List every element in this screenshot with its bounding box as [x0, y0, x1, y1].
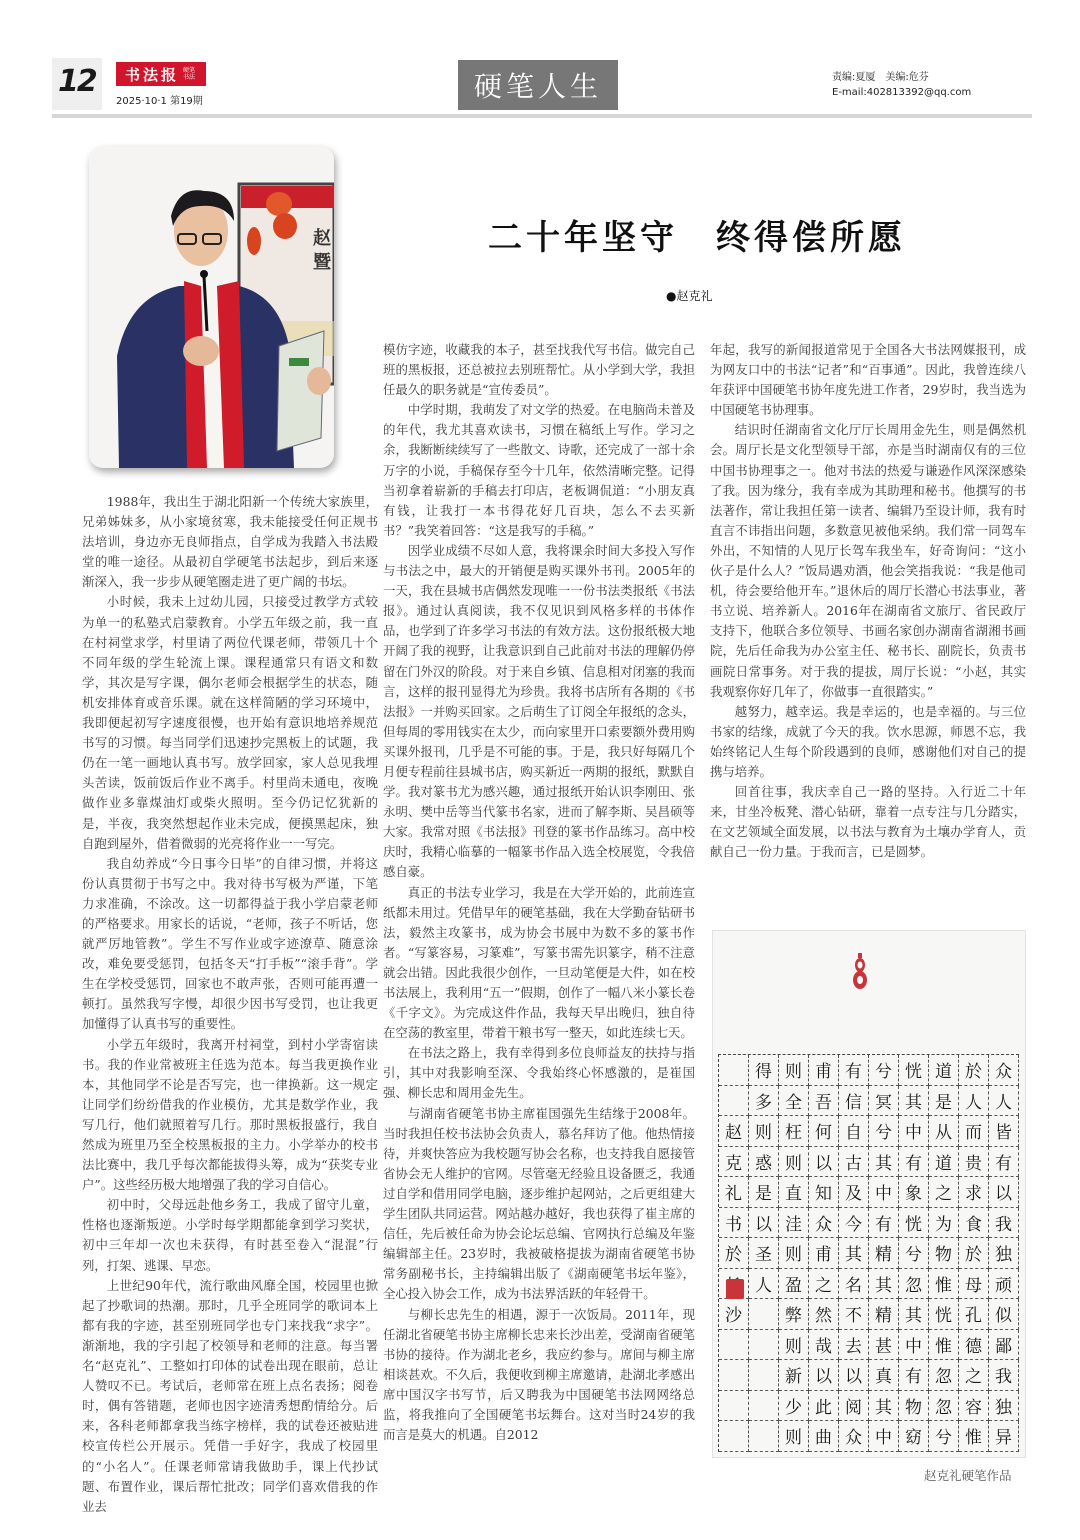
article-paragraph: 年起，我写的新闻报道常见于全国各大书法网媒报刊，成为网友口中的书法“记者”和“百事通”。因此，我曾连续八年获评中国硬笔书协年度先进工作者，29岁时，我当选为中国硬笔书协理事。 — [710, 342, 1026, 418]
calligraphy-cell: 其 — [869, 1147, 899, 1178]
article-paragraph: 与柳长忠先生的相遇，源于一次饭局。2011年，现任湖北省硬笔书协主席柳长忠来长沙出差，受湖南省硬笔书协的接待。作为湖北老乡，我应约参与。席间与柳主席相谈甚欢。不久后，我便收到柳主席邀请，赴湖北孝感出席中国汉字书写节，后又聘我为中国硬笔书法网网络总监，将我推向了全国硬笔书坛舞台。这对当时24岁的我而言是莫大的机遇。自2012 — [383, 1306, 695, 1443]
logo-subtext: 硬笔书法 — [183, 67, 196, 81]
calligraphy-cell: 有 — [899, 1360, 929, 1391]
calligraphy-cell: 古 — [839, 1147, 869, 1178]
calligraphy-cell: 独 — [989, 1391, 1019, 1422]
calligraphy-cell: 冥 — [869, 1086, 899, 1117]
calligraphy-cell: 皆 — [989, 1116, 1019, 1147]
calligraphy-cell: 食 — [959, 1208, 989, 1239]
calligraphy-cell: 以 — [809, 1360, 839, 1391]
calligraphy-cell: 书 — [719, 1208, 749, 1239]
calligraphy-cell — [719, 1086, 749, 1117]
calligraphy-cell: 惟 — [929, 1269, 959, 1300]
calligraphy-cell — [719, 1421, 749, 1452]
article-paragraph: 回首往事，我庆幸自己一路的坚持。入行近二十年来，甘坐冷板凳、潜心钻研，靠着一点专注与几分踏实，在文艺领域全面发展，以书法与教育为土壤办学育人，贡献自己一份力量。于我而言，已是圆梦。 — [710, 784, 1026, 860]
calligraphy-cell: 此 — [809, 1391, 839, 1422]
calligraphy-cell: 是 — [749, 1177, 779, 1208]
calligraphy-cell: 吾 — [809, 1086, 839, 1117]
editors-line: 责编:夏厦 美编:危芬 — [832, 72, 929, 83]
calligraphy-cell: 为 — [929, 1208, 959, 1239]
calligraphy-cell: 母 — [959, 1269, 989, 1300]
calligraphy-cell: 容 — [959, 1391, 989, 1422]
page-number-box — [52, 58, 102, 110]
calligraphy-cell: 有 — [989, 1147, 1019, 1178]
email-line: E-mail:402813392@qq.com — [832, 87, 972, 98]
calligraphy-cell: 兮 — [899, 1238, 929, 1269]
calligraphy-cell: 及 — [839, 1177, 869, 1208]
calligraphy-cell — [749, 1421, 779, 1452]
calligraphy-cell: 恍 — [899, 1208, 929, 1239]
calligraphy-cell: 盈 — [779, 1269, 809, 1300]
calligraphy-cell: 我 — [989, 1208, 1019, 1239]
calligraphy-cell: 信 — [839, 1086, 869, 1117]
calligraphy-cell: 而 — [959, 1116, 989, 1147]
calligraphy-cell — [749, 1299, 779, 1330]
calligraphy-cell: 物 — [899, 1391, 929, 1422]
calligraphy-cell: 名 — [839, 1269, 869, 1300]
calligraphy-cell: 中 — [899, 1116, 929, 1147]
calligraphy-cell: 从 — [929, 1116, 959, 1147]
calligraphy-cell: 人 — [989, 1086, 1019, 1117]
article-paragraph: 因学业成绩不尽如人意，我将课余时间大多投入写作与书法之中，最大的开销便是购买课外书刊。2005年的一天，我在县城书店偶然发现唯一一份书法类报纸《书法报》。通过认真阅读，我不仅见识到风格多样的书体作品，也学到了许多学习书法的有效方法。这份报纸极大地开阔了我的视野，让我意识到自己此前对书法的理解仍停留在门外汉的阶段。对于来自乡镇、信息相对闭塞的我而言，这样的报刊显得尤为珍贵。我将书店所有各期的《书法报》一并购买回家。之后萌生了订阅全年报纸的念头，但每周的零用钱实在太少，而向家里开口索要额外费用购买课外报刊，几乎是不可能的事。于是，我只好每隔几个月便专程前往县城书店，购买新近一两期的报纸，默默自学。我对篆书尤为感兴趣，通过报纸开始认识李刚田、张永明、樊中岳等当代篆书名家，进而了解李斯、吴昌硕等大家。我常对照《书法报》刊登的篆书作品练习。高中校庆时，我精心临摹的一幅篆书作品入选全校展览，令我倍感自豪。 — [383, 542, 695, 880]
calligraphy-cell: 不 — [839, 1299, 869, 1330]
article-paragraph: 1988年，我出生于湖北阳新一个传统大家族里，兄弟姊妹多，从小家境贫寒，我未能接受任何正规书法培训，身边亦无良师指点，自学成为我踏入书法殿堂的唯一途径。从最初自学硬笔书法起步，到后来逐渐深入，我一步步从硬笔圈走进了更广阔的书坛。 — [82, 494, 378, 590]
calligraphy-cell: 兮 — [929, 1421, 959, 1452]
calligraphy-cell: 惑 — [749, 1147, 779, 1178]
calligraphy-cell: 克 — [719, 1147, 749, 1178]
calligraphy-cell: 以 — [749, 1208, 779, 1239]
article-paragraph: 小学五年级时，我离开村祠堂，到村小学寄宿读书。我的作业常被班主任选为范本。每当我更换作业本，其他同学不论是否写完，也一律换新。这一规定让同学们纷纷借我的作业模仿，尤其是数学作业，我写几行，他们就照着写几行。那时黑板报盛行，我自然成为班里乃至全校黑板报的主力。小学举办的校书法比赛中，我几乎每次都能拔得头筹，成为“获奖专业户”。这些经历极大地增强了我的学习自信心。 — [82, 1036, 378, 1193]
calligraphy-cell — [719, 1330, 749, 1361]
calligraphy-cell: 窈 — [899, 1421, 929, 1452]
calligraphy-cell: 贵 — [959, 1147, 989, 1178]
issue-date: 2025·10·1 第19期 — [116, 96, 203, 107]
calligraphy-cell: 众 — [809, 1208, 839, 1239]
calligraphy-cell: 去 — [839, 1330, 869, 1361]
calligraphy-cell: 忽 — [899, 1269, 929, 1300]
calligraphy-cell: 其 — [899, 1299, 929, 1330]
calligraphy-cell: 真 — [869, 1360, 899, 1391]
calligraphy-cell: 哉 — [809, 1330, 839, 1361]
calligraphy-cell: 於 — [959, 1238, 989, 1269]
calligraphy-cell: 自 — [839, 1116, 869, 1147]
article-paragraph: 越努力，越幸运。我是幸运的，也是幸福的。与三位书家的结缘，成就了今天的我。饮水思源，师恩不忘，我始终铭记人生每个阶段遇到的良师，感谢他们对自己的提携与培养。 — [710, 703, 1026, 779]
calligraphy-cell: 求 — [959, 1177, 989, 1208]
calligraphy-cell — [749, 1330, 779, 1361]
calligraphy-cell: 德 — [959, 1330, 989, 1361]
calligraphy-cell: 何 — [809, 1116, 839, 1147]
calligraphy-cell: 人 — [749, 1269, 779, 1300]
calligraphy-cell: 异 — [989, 1421, 1019, 1452]
calligraphy-cell: 我 — [989, 1360, 1019, 1391]
calligraphy-cell: 全 — [779, 1086, 809, 1117]
calligraphy-cell: 少 — [779, 1391, 809, 1422]
article-paragraph: 上世纪90年代，流行歌曲风靡全国，校园里也掀起了抄歌词的热潮。那时，几乎全班同学的歌词本上都有我的字迹，甚至别班同学也专门来找我“求字”。渐渐地，我的字引起了校领导和老师的注意。每当署名“赵克礼”、工整如打印体的试卷出现在眼前，总让人赞叹不已。考试后，老师常在班上点名表扬；阅卷时，偶有答错题，老师也因字迹清秀想酌情给分。后来，各科老师都拿我当练字榜样，我的试卷还被贴进校宣传栏公开展示。凭借一手好字，我成了校园里的“小名人”。任课老师常请我做助手，课上代抄试题、布置作业，课后帮忙批改；同学们喜欢借我的作业去 — [82, 1277, 378, 1514]
calligraphy-cell: 则 — [749, 1116, 779, 1147]
calligraphy-cell: 以 — [989, 1177, 1019, 1208]
calligraphy-cell: 惟 — [929, 1330, 959, 1361]
article-paragraph: 中学时期，我萌发了对文学的热爱。在电脑尚未普及的年代，我尤其喜欢读书，习惯在稿纸上写作。学习之余，我断断续续写了一些散文、诗歌，还完成了一部十余万字的小说，手稿保存至今十几年，依然清晰完整。记得当初拿着崭新的手稿去打印店，老板调侃道：“小朋友真有钱，让我打一本书得花好几百块，怎么不去买新书？”我笑着回答：“这是我写的手稿。” — [383, 402, 695, 538]
calligraphy-cell: 直 — [779, 1177, 809, 1208]
article-paragraph: 真正的书法专业学习，我是在大学开始的，此前连宣纸都未用过。凭借早年的硬笔基础，我在大学勤奋钻研书法，毅然主攻篆书，成为协会书展中为数不多的篆书作者。“写篆容易，习篆难”，写篆书需先识篆字，稍不注意就会出错。因此我很少创作，一旦动笔便是大件，如在校书法展上，我利用“五一”假期，创作了一幅八米小篆长卷《千字文》。为完成这件作品，我每天早出晚归，独自待在空荡的教室里，带着干粮书写一整天，如此连续七天。 — [383, 884, 695, 1041]
page-header — [52, 58, 1032, 114]
calligraphy-cell: 忽 — [929, 1360, 959, 1391]
calligraphy-cell: 众 — [989, 1055, 1019, 1086]
calligraphy-cell: 恍 — [899, 1055, 929, 1086]
calligraphy-cell: 有 — [839, 1055, 869, 1086]
article-paragraph: 我自幼养成“今日事今日毕”的自律习惯，并将这份认真贯彻于书写之中。我对待书写极为严谨，下笔力求准确，不涂改。这一切都得益于我小学启蒙老师的严格要求。用家长的话说，“老师，孩子不听话，您就严厉地管教”。学生不写作业或字迹潦草、随意涂改，难免要受惩罚，包括冬天“打手板”“滚手背”。学生在学校受惩罚，回家也不敢声张，否则可能再遭一顿打。虽然我写字慢，却很少因书写受罚，也让我更加懂得了认真书写的重要性。 — [82, 855, 378, 1032]
article-column-3 — [710, 340, 1026, 862]
calligraphy-cell — [719, 1391, 749, 1422]
article-title: 二十年坚守 终得偿所愿 — [488, 218, 906, 258]
article-byline: ●赵克礼 — [666, 289, 713, 303]
calligraphy-cell: 中 — [869, 1421, 899, 1452]
calligraphy-cell: 其 — [869, 1269, 899, 1300]
calligraphy-cell: 之 — [809, 1269, 839, 1300]
banner-text-2: 暨 — [313, 252, 331, 273]
author-photo — [89, 146, 334, 468]
article-paragraph: 初中时，父母远赴他乡务工，我成了留守儿童，性格也逐渐叛逆。小学时每学期都能拿到学习奖状，初中三年却一次也未获得，有时甚至卷入“混混”行列，打架、逃课、早恋。 — [82, 1197, 378, 1273]
article-column-1 — [82, 492, 378, 1517]
calligraphy-cell: 枉 — [779, 1116, 809, 1147]
calligraphy-cell: 甫 — [809, 1238, 839, 1269]
calligraphy-cell: 甚 — [869, 1330, 899, 1361]
calligraphy-cell: 有 — [869, 1208, 899, 1239]
calligraphy-cell: 象 — [899, 1177, 929, 1208]
section-title: 硬笔人生 — [458, 60, 618, 110]
calligraphy-cell: 兮 — [869, 1055, 899, 1086]
calligraphy-cell: 则 — [779, 1421, 809, 1452]
calligraphy-cell: 阅 — [839, 1391, 869, 1422]
calligraphy-cell — [749, 1360, 779, 1391]
calligraphy-cell: 精 — [869, 1238, 899, 1269]
calligraphy-cell: 洼 — [779, 1208, 809, 1239]
calligraphy-cell: 恍 — [929, 1299, 959, 1330]
gourd-seal-icon — [853, 953, 867, 989]
calligraphy-grid — [718, 1054, 1019, 1452]
page-number: 12 — [58, 64, 96, 99]
portrait-illustration — [89, 146, 334, 468]
calligraphy-cell: 以 — [809, 1147, 839, 1178]
calligraphy-cell: 多 — [749, 1086, 779, 1117]
calligraphy-cell: 赵 — [719, 1116, 749, 1147]
calligraphy-cell: 中 — [869, 1177, 899, 1208]
calligraphy-cell: 弊 — [779, 1299, 809, 1330]
calligraphy-cell: 人 — [959, 1086, 989, 1117]
calligraphy-cell: 道 — [929, 1147, 959, 1178]
calligraphy-cell: 新 — [779, 1360, 809, 1391]
newspaper-logo — [116, 62, 206, 86]
calligraphy-cell: 道 — [929, 1055, 959, 1086]
article-paragraph: 小时候，我未上过幼儿园，只接受过教学方式较为单一的私塾式启蒙教育。小学五年级之前，我一直在村祠堂求学，村里请了两位代课老师，带领几十个不同年级的学生轮流上课。课程通常只有语文和数学，其次是写字课，偶尔老师会根据学生的状态，随机安排体育或音乐课。就在这样简陋的学习环境中，我即便起初写字速度很慢，也开始有意识地培养规范书写的习惯。每当同学们迅速抄完黑板上的试题，我仍在一笔一画地认真书写。放学回家，家人总见我埋头苦读，饭前饭后作业不离手。村里尚未通电，夜晚做作业多靠煤油灯或柴火照明。至今仍记忆犹新的是，半夜，我突然想起作业未完成，便摸黑起床，独自跑到屋外，借着微弱的光亮将作业一一写完。 — [82, 594, 378, 851]
calligraphy-cell: 顽 — [989, 1269, 1019, 1300]
calligraphy-cell: 忽 — [929, 1391, 959, 1422]
calligraphy-cell: 然 — [809, 1299, 839, 1330]
article-paragraph: 结识时任湖南省文化厅厅长周用金先生，则是偶然机会。周厅长是文化型领导干部，亦是当时湖南仅有的三位中国书协理事之一。他对书法的热爱与谦逊作风深深感染了我。因为缘分，我有幸成为其助理和秘书。他撰写的书法著作，常让我担任第一读者、编辑乃至设计师，我有时直言不讳指出问题，多数意见被他采纳。我们常一同驾车外出，不知情的人见厅长驾车我坐车，好奇询问：“这小伙子是什么人？”饭局遇劝酒，他会笑指我说：“我是他司机，待会要给他开车。”退休后的周厅长潜心书法事业，著书立说、培养新人。2016年在湖南省文旅厅、省民政厅支持下，他联合多位领导、书画名家创办湖南省湖湘书画院，先后任命我为办公室主任、秘书长、副院长，负责书画院日常事务。对于我的提拔，周厅长说：“小赵，其实我观察你好几年了，你做事一直很踏实。” — [710, 422, 1026, 699]
calligraphy-cell: 之 — [959, 1360, 989, 1391]
calligraphy-cell — [749, 1391, 779, 1422]
logo-text: 书法报 — [124, 65, 179, 84]
calligraphy-cell: 礼 — [719, 1177, 749, 1208]
calligraphy-cell: 似 — [989, 1299, 1019, 1330]
calligraphy-cell: 惟 — [959, 1421, 989, 1452]
calligraphy-cell: 则 — [779, 1238, 809, 1269]
calligraphy-cell: 今 — [839, 1208, 869, 1239]
calligraphy-cell: 则 — [779, 1055, 809, 1086]
calligraphy-cell: 独 — [989, 1238, 1019, 1269]
calligraphy-cell: 之 — [929, 1177, 959, 1208]
calligraphy-cell: 以 — [839, 1360, 869, 1391]
article-column-2 — [383, 340, 695, 1445]
calligraphy-cell: 其 — [899, 1086, 929, 1117]
calligraphy-cell: 圣 — [749, 1238, 779, 1269]
calligraphy-cell: 有 — [899, 1147, 929, 1178]
calligraphy-cell: 曲 — [809, 1421, 839, 1452]
article-paragraph: 模仿字迹，收藏我的本子，甚至找我代写书信。做完自己班的黑板报，还总被拉去别班帮忙。从小学到大学，我担任最久的职务就是“宣传委员”。 — [383, 342, 695, 398]
header-divider — [52, 114, 1032, 118]
calligraphy-cell: 甫 — [809, 1055, 839, 1086]
calligraphy-cell: 兮 — [869, 1116, 899, 1147]
calligraphy-cell: 於 — [719, 1238, 749, 1269]
calligraphy-cell: 物 — [929, 1238, 959, 1269]
banner-text-1: 赵 — [313, 228, 331, 249]
calligraphy-cell — [719, 1055, 749, 1086]
calligraphy-cell: 鄙 — [989, 1330, 1019, 1361]
square-name-seal-icon — [726, 1279, 744, 1299]
calligraphy-cell: 沙 — [719, 1299, 749, 1330]
calligraphy-cell: 於 — [959, 1055, 989, 1086]
calligraphy-cell: 是 — [929, 1086, 959, 1117]
calligraphy-cell: 则 — [779, 1147, 809, 1178]
calligraphy-cell: 众 — [839, 1421, 869, 1452]
calligraphy-cell: 则 — [779, 1330, 809, 1361]
article-paragraph: 在书法之路上，我有幸得到多位良师益友的扶持与指引，其中对我影响至深、令我始终心怀感激的，是崔国强、柳长忠和周用金先生。 — [383, 1045, 695, 1101]
calligraphy-cell: 其 — [869, 1391, 899, 1422]
calligraphy-artwork — [712, 930, 1026, 1458]
calligraphy-cell: 得 — [749, 1055, 779, 1086]
calligraphy-cell: 知 — [809, 1177, 839, 1208]
calligraphy-cell: 孔 — [959, 1299, 989, 1330]
calligraphy-cell — [719, 1360, 749, 1391]
calligraphy-cell: 中 — [899, 1330, 929, 1361]
article-paragraph: 与湖南省硬笔书协主席崔国强先生结缘于2008年。当时我担任校书法协会负责人，慕名拜访了他。他热情接待，并爽快答应为我校题写协会名称，也支持我自愿接管省协会无人维护的官网。尽管毫无经验且设备匮乏，我通过自学和借用同学电脑，逐步维护起网站，之后更组建大学生团队共同运营。网站越办越好，我也获得了崔主席的信任，先后被任命为协会论坛总编、官网执行总编及年鉴编辑部主任。23岁时，我被破格提拔为湖南省硬笔书协常务副秘书长，主持编辑出版了《湖南硬笔书坛年鉴》，全心投入协会工作，成为书法界活跃的年轻骨干。 — [383, 1105, 695, 1302]
calligraphy-cell: 精 — [869, 1299, 899, 1330]
editor-info — [832, 70, 971, 100]
calligraphy-cell: 其 — [839, 1238, 869, 1269]
artwork-caption: 赵克礼硬笔作品 — [924, 1468, 1012, 1483]
